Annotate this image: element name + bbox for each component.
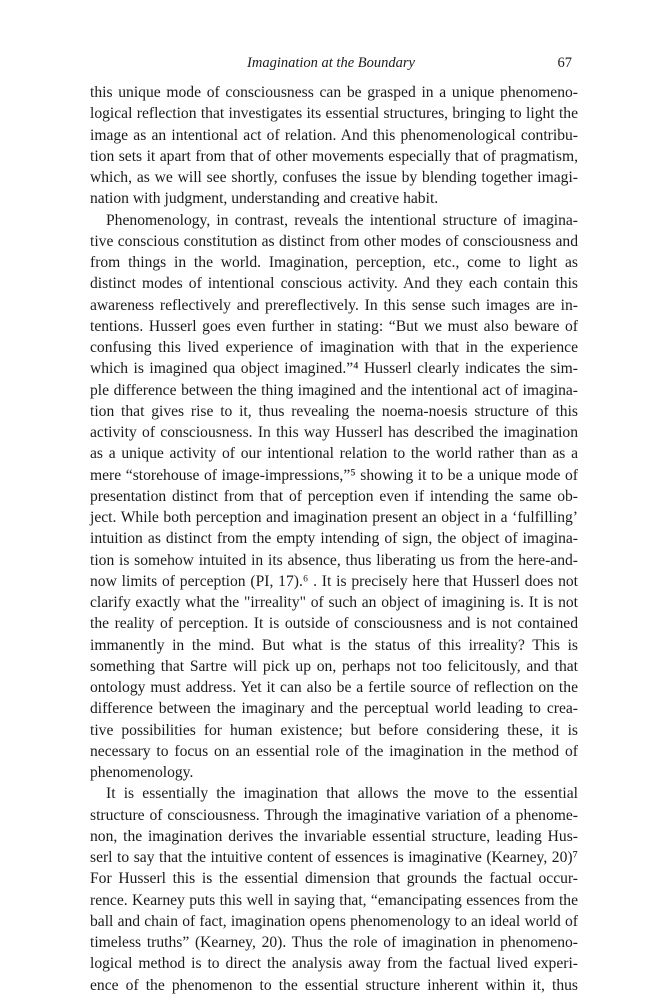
text-line: tion is somehow intuited in its absence, thus liberating us from the here-and- <box>90 551 578 569</box>
text-line: activity of consciousness. In this way Husserl has described the imagination <box>90 424 578 441</box>
text-line: For Husserl this is the essential dimension that grounds the factual occur- <box>90 870 578 888</box>
text-line: image as an intentional act of relation. And this phenomenological contribu- <box>90 126 578 144</box>
text-line: nation with judgment, understanding and creative habit. <box>90 190 439 208</box>
page-number: 67 <box>557 55 572 71</box>
text-line: phenomenology. <box>90 764 194 781</box>
text-line: confusing this lived experience of imagination with that in the experience <box>90 339 578 356</box>
text-line: logical method is to direct the analysis away from the factual lived experi- <box>90 955 578 973</box>
text-line: intuition as distinct from the empty intending of sign, the object of imagina- <box>90 530 578 548</box>
text-line: structure of consciousness. Through the imaginative variation of a phenome- <box>90 806 578 824</box>
text-line: necessary to focus on an essential role of the imagination in the method of <box>90 742 578 760</box>
text-line: which, as we will see shortly, confuses the issue by blending together imagi- <box>90 169 578 186</box>
text-line: tion that gives rise to it, thus revealing the noema-noesis structure of this <box>90 402 578 420</box>
text-line: awareness reflectively and prereflectively. In this sense such images are in- <box>90 296 578 314</box>
text-line: non, the imagination derives the invariable essential structure, leading Hus- <box>90 827 578 845</box>
running-title: Imagination at the Boundary <box>247 55 415 71</box>
text-line: as a unique activity of our intentional relation to the world rather than as a <box>90 445 578 463</box>
text-line: ball and chain of fact, imagination opens phenomenology to an ideal world of <box>90 912 578 930</box>
text-line: ontology must address. Yet it can also be a fertile source of reflection on the <box>90 679 578 696</box>
paragraph-start-line: It is essentially the imagination that allows the move to the essential <box>106 785 578 803</box>
text-line: distinct modes of intentional conscious activity. And they each contain this <box>90 275 578 293</box>
body-text <box>90 82 578 996</box>
text-line: presentation distinct from that of perception even if intending the same ob- <box>90 487 578 505</box>
text-line: this unique mode of consciousness can be grasped in a unique phenomeno- <box>90 84 578 101</box>
text-line: clarify exactly what the "irreality" of such an object of imagining is. It is not <box>90 594 578 611</box>
text-line: mere “storehouse of image-impressions,”⁵ showing it to be a unique mode of <box>90 466 578 484</box>
text-line: ject. While both perception and imagination present an object in a ‘fulfilling’ <box>90 509 578 526</box>
text-line: rence. Kearney puts this well in saying that, “emancipating essences from the <box>90 891 578 909</box>
text-line: something that Sartre will pick up on, perhaps not too felicitously, and that <box>90 657 578 675</box>
text-line: difference between the imaginary and the perceptual world leading to crea- <box>90 700 578 718</box>
paragraph-start-line: Phenomenology, in contrast, reveals the intentional structure of imagina- <box>106 211 578 229</box>
text-line: tentions. Husserl goes even further in stating: “But we must also beware of <box>90 317 578 335</box>
text-line: now limits of perception (PI, 17).⁶ . It is precisely here that Husserl does not <box>90 572 578 590</box>
text-line: ence of the phenomenon to the essential structure inherent within it, thus <box>90 976 578 994</box>
text-line: which is imagined qua object imagined.”⁴ Husserl clearly indicates the sim- <box>90 360 578 378</box>
text-line: logical reflection that investigates its essential structures, bringing to light the <box>90 105 578 123</box>
text-line: immanently in the mind. But what is the status of this irreality? This is <box>90 636 578 654</box>
text-line: the reality of perception. It is outside of consciousness and is not contained <box>90 615 578 633</box>
text-line: tion sets it apart from that of other movements especially that of pragmatism, <box>90 147 578 165</box>
text-line: from things in the world. Imagination, perception, etc., come to light as <box>90 254 578 271</box>
text-line: timeless truths” (Kearney, 20). Thus the role of imagination in phenomeno- <box>90 934 578 951</box>
text-line: tive possibilities for human existence; but before considering these, it is <box>90 721 578 739</box>
text-line: tive conscious constitution as distinct from other modes of consciousness and <box>90 232 578 250</box>
text-line: ple difference between the thing imagined and the intentional act of imagina- <box>90 381 578 399</box>
text-line: serl to say that the intuitive content of essences is imaginative (Kearney, 20)⁷ <box>90 849 578 866</box>
